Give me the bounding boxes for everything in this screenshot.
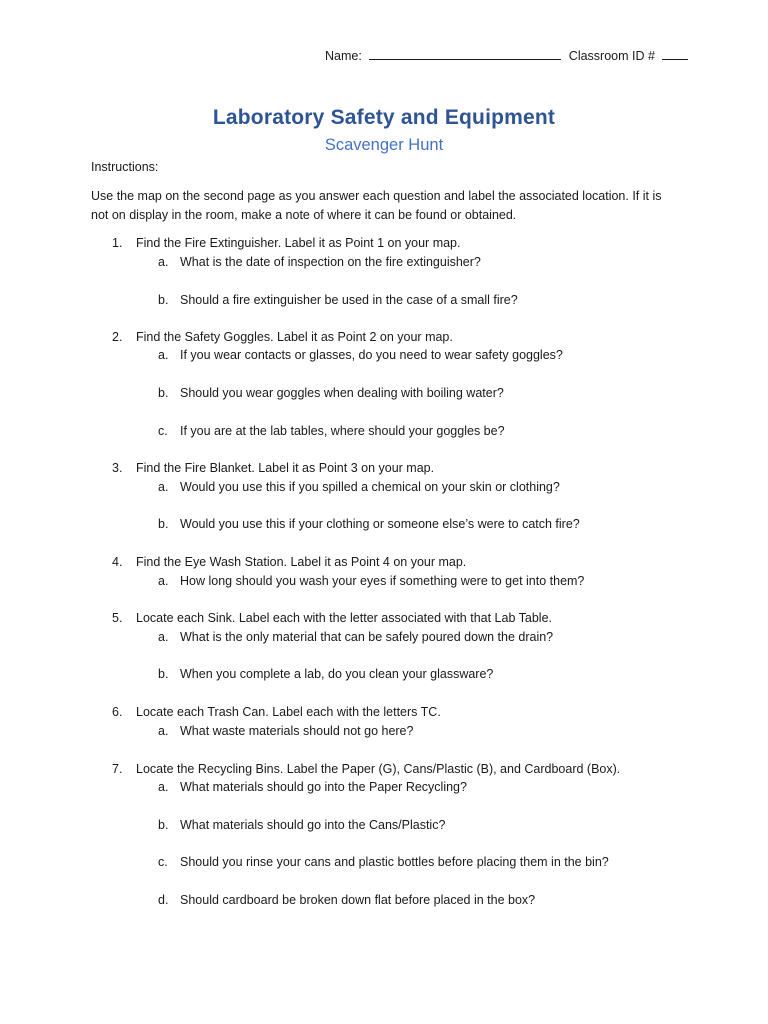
sub-question-letter: a. xyxy=(158,724,169,738)
question-number: 3. xyxy=(112,461,123,475)
sub-question-text: What is the only material that can be safely poured down the drain? xyxy=(180,630,554,644)
question-number: 1. xyxy=(112,236,123,250)
sub-question-text: Should a fire extinguisher be used in the case of a small fire? xyxy=(180,293,518,307)
sub-question-text: Should you wear goggles when dealing with boiling water? xyxy=(180,386,504,400)
question-text: Find the Eye Wash Station. Label it as Point 4 on your map. xyxy=(136,555,467,569)
question-number: 7. xyxy=(112,762,123,776)
sub-question-text: Would you use this if you spilled a chemical on your skin or clothing? xyxy=(180,480,560,494)
sub-question-text: What is the date of inspection on the fire extinguisher? xyxy=(180,255,481,269)
sub-question-letter: c. xyxy=(158,855,168,869)
sub-question-letter: a. xyxy=(158,780,169,794)
sub-question-text: When you complete a lab, do you clean your glassware? xyxy=(180,667,494,681)
sub-question-text: Should cardboard be broken down flat before placed in the box? xyxy=(180,893,536,907)
instructions-label: Instructions: xyxy=(91,160,159,174)
question-text: Find the Safety Goggles. Label it as Point 2 on your map. xyxy=(136,330,453,344)
sub-question-letter: a. xyxy=(158,480,169,494)
sub-question-letter: c. xyxy=(158,424,168,438)
classroom-id-field[interactable] xyxy=(662,48,688,60)
sub-question-letter: d. xyxy=(158,893,169,907)
classroom-id-label: Classroom ID # xyxy=(568,49,655,63)
page-title: Laboratory Safety and Equipment xyxy=(212,106,556,129)
instructions-text: Use the map on the second page as you answer each question and label the associated location. If it is not on display in the room, make a note of where it can be found or obtained. xyxy=(91,189,662,222)
sub-question-letter: a. xyxy=(158,348,169,362)
question-number: 6. xyxy=(112,705,123,719)
question-number: 5. xyxy=(112,611,123,625)
sub-question-text: Should you rinse your cans and plastic bottles before placing them in the bin? xyxy=(180,855,609,869)
name-label: Name: xyxy=(325,49,362,63)
sub-question-text: What materials should go into the Cans/Plastic? xyxy=(180,818,446,832)
question-text: Locate each Trash Can. Label each with the letters TC. xyxy=(136,705,441,719)
sub-question-letter: b. xyxy=(158,517,169,531)
header-fields xyxy=(325,48,688,63)
name-field[interactable] xyxy=(369,48,561,60)
sub-question-text: Would you use this if your clothing or someone else’s were to catch fire? xyxy=(180,517,580,531)
question-number: 2. xyxy=(112,330,123,344)
question-text: Locate each Sink. Label each with the letter associated with that Lab Table. xyxy=(136,611,553,625)
sub-question-letter: b. xyxy=(158,293,169,307)
question-number: 4. xyxy=(112,555,123,569)
sub-question-letter: a. xyxy=(158,630,169,644)
sub-question-text: If you are at the lab tables, where should your goggles be? xyxy=(180,424,505,438)
sub-question-letter: b. xyxy=(158,667,169,681)
sub-question-text: What materials should go into the Paper Recycling? xyxy=(180,780,467,794)
page-subtitle: Scavenger Hunt xyxy=(324,136,444,154)
question-text: Locate the Recycling Bins. Label the Paper (G), Cans/Plastic (B), and Cardboard (Box). xyxy=(136,762,621,776)
question-text: Find the Fire Extinguisher. Label it as Point 1 on your map. xyxy=(136,236,461,250)
sub-question-text: How long should you wash your eyes if something were to get into them? xyxy=(180,574,585,588)
sub-question-letter: a. xyxy=(158,574,169,588)
sub-question-letter: b. xyxy=(158,818,169,832)
sub-question-text: What waste materials should not go here? xyxy=(180,724,414,738)
question-text: Find the Fire Blanket. Label it as Point 3 on your map. xyxy=(136,461,435,475)
sub-question-letter: a. xyxy=(158,255,169,269)
sub-question-letter: b. xyxy=(158,386,169,400)
sub-question-text: If you wear contacts or glasses, do you need to wear safety goggles? xyxy=(180,348,563,362)
